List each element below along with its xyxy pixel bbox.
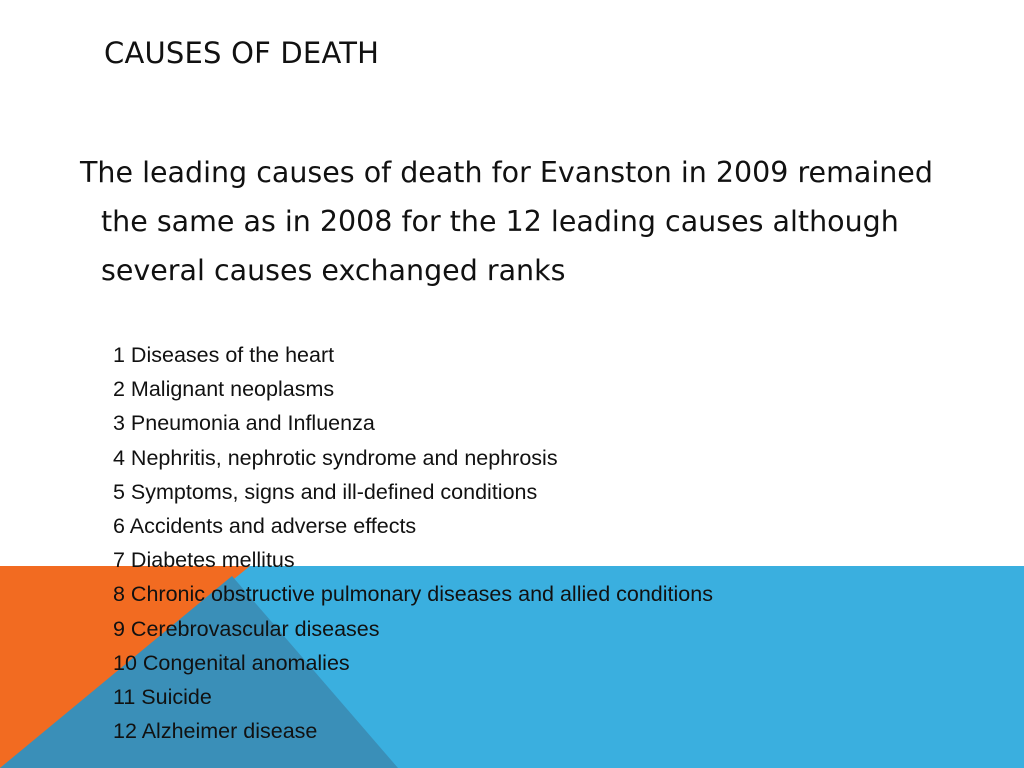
list-item: 2 Malignant neoplasms	[113, 377, 335, 402]
causes-list	[113, 338, 713, 748]
list-item: 5 Symptoms, signs and ill-defined conditions	[113, 479, 538, 504]
list-item: 1 Diseases of the heart	[113, 343, 335, 367]
list-item: 10 Congenital anomalies	[113, 650, 350, 675]
list-item: 6 Accidents and adverse effects	[113, 514, 417, 539]
list-item: 7 Diabetes mellitus	[113, 548, 295, 573]
slide-title: CAUSES OF DEATH	[104, 36, 380, 70]
list-item: 9 Cerebrovascular diseases	[113, 616, 380, 641]
list-item: 11 Suicide	[113, 685, 212, 710]
list-item: 3 Pneumonia and Influenza	[113, 411, 375, 436]
list-item: 4 Nephritis, nephrotic syndrome and nephrosis	[113, 445, 558, 470]
list-item: 12 Alzheimer disease	[113, 719, 318, 744]
intro-text: The leading causes of death for Evanston in 2009 remained the same as in 2008 for the 12 leading causes although several causes exchanged ranks	[80, 156, 933, 287]
list-item: 8 Chronic obstructive pulmonary diseases and allied conditions	[113, 582, 713, 607]
